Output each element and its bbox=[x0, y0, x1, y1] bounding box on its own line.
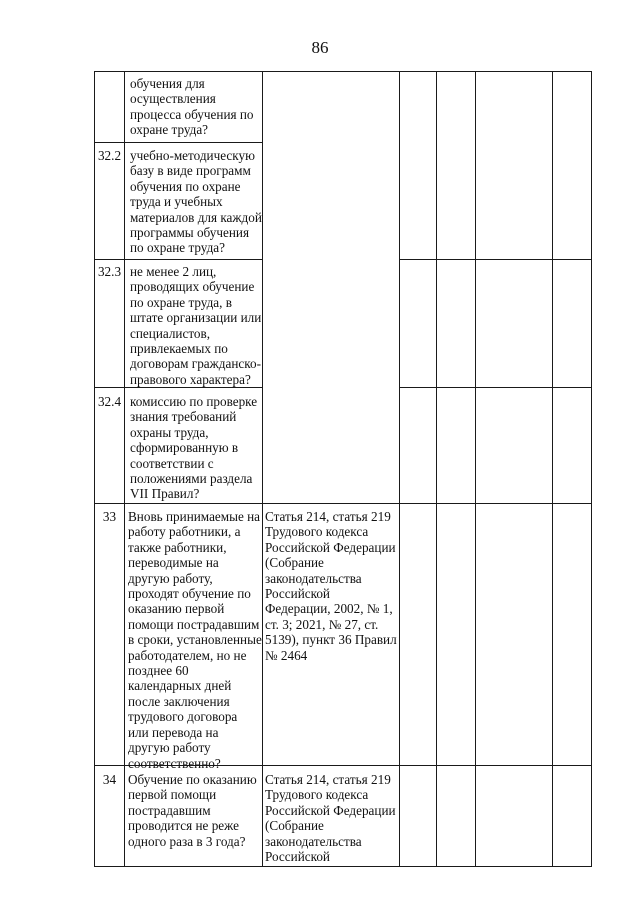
table-border-bottom bbox=[94, 866, 592, 867]
row-divider bbox=[94, 503, 592, 504]
column-divider bbox=[262, 71, 263, 867]
row-divider bbox=[400, 387, 592, 388]
column-divider bbox=[475, 71, 476, 867]
item-number: 32.3 bbox=[97, 264, 122, 279]
column-divider bbox=[399, 71, 400, 867]
legal-basis: Статья 214, статья 219 Трудового кодекса Российской Федерации (Собрание законодательства Российской Федерации, 2002, № 1, ст. 3; 2021, № 27, ст. 5139), пункт 36 Правил № 2464 bbox=[265, 509, 397, 663]
table-border-top bbox=[94, 71, 592, 72]
requirement-question: комиссию по проверке знания требований охраны труда, сформированную в соответствии с положениями раздела VII Правил? bbox=[130, 394, 258, 502]
item-number: 32.4 bbox=[97, 394, 122, 409]
item-number: 32.2 bbox=[97, 148, 122, 163]
requirement-question: Обучение по оказанию первой помощи пострадавшим проводится не реже одного раза в 3 года? bbox=[128, 772, 257, 849]
requirement-question: Вновь принимаемые на работу работники, а также работники, переводимые на другую работу, проходят обучение по оказанию первой помощи пострадавшим в сроки, установленные работодателем, но не позднее 60 календарных дней после заключения трудового договора или перевода на другую работу соответственно? bbox=[128, 509, 262, 771]
page-number: 86 bbox=[311, 38, 329, 57]
row-divider bbox=[94, 142, 263, 143]
requirement-question: не менее 2 лиц, проводящих обучение по охране труда, в штате организации или специалистов, привлекаемых по договорам гражданско- правового характера? bbox=[130, 264, 262, 387]
table-border-right bbox=[591, 71, 592, 867]
requirement-question: обучения для осуществления процесса обучения по охране труда? bbox=[130, 76, 254, 138]
column-divider bbox=[552, 71, 553, 867]
column-divider bbox=[124, 71, 125, 867]
requirement-question: учебно-методическую базу в виде программ обучения по охране труда и учебных материалов для каждой программы обучения по охране труда? bbox=[130, 148, 262, 256]
item-number: 33 bbox=[102, 509, 117, 524]
item-number: 34 bbox=[102, 772, 117, 787]
row-divider bbox=[400, 259, 592, 260]
row-divider bbox=[94, 259, 263, 260]
legal-basis: Статья 214, статья 219 Трудового кодекса Российской Федерации (Собрание законодательства Российской bbox=[265, 772, 396, 865]
column-divider bbox=[436, 71, 437, 867]
column-divider bbox=[94, 71, 95, 867]
